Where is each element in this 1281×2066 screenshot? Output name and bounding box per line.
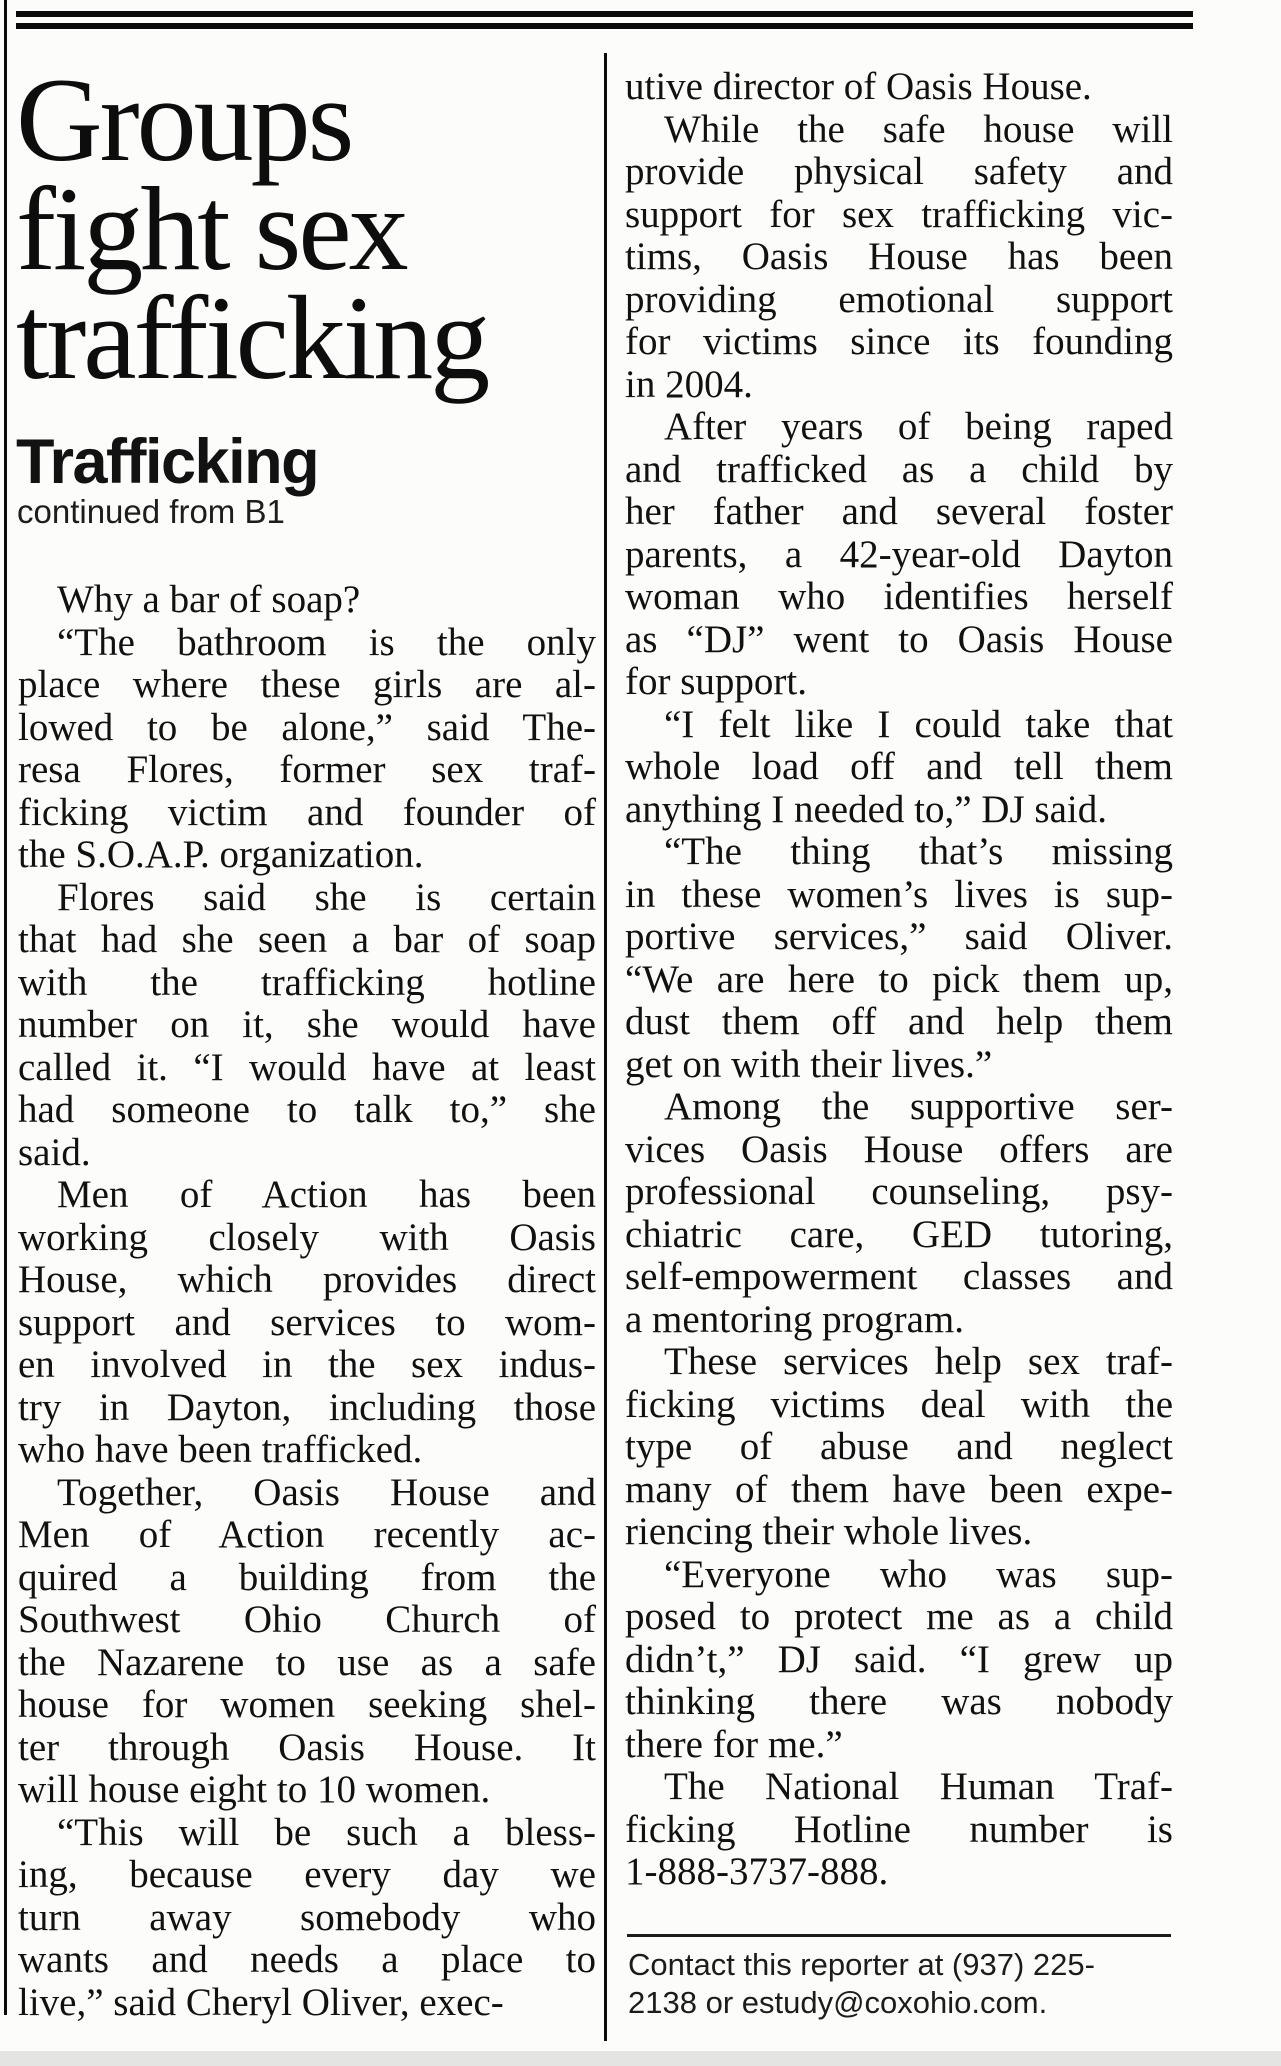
headline-line-1: Groups xyxy=(16,53,352,186)
article-line: thinking there was nobody xyxy=(625,1680,1173,1723)
article-line: professional counseling, psy- xyxy=(625,1170,1173,1213)
article-line: a mentoring program. xyxy=(625,1297,964,1341)
article-line: Southwest Ohio Church of xyxy=(18,1598,596,1641)
article-line: support and services to wom- xyxy=(18,1300,596,1344)
continuation-title: Trafficking xyxy=(16,427,319,497)
article-line: Flores said she is certain xyxy=(57,875,596,919)
article-column-left xyxy=(18,579,596,2024)
reporter-contact-line-1: Contact this reporter at (937) 225- xyxy=(628,1947,1095,1982)
article-line: House, which provides direct xyxy=(18,1258,596,1301)
article-line: working closely with Oasis xyxy=(18,1215,596,1259)
article-line: Men of Action has been xyxy=(57,1173,596,1216)
article-line: posed to protect me as a child xyxy=(625,1595,1173,1638)
top-rule-lower-line xyxy=(16,23,1193,29)
article-line: turn away somebody who xyxy=(18,1895,596,1939)
article-line: provide physical safety and xyxy=(625,150,1173,193)
article-line: ficking victims deal with the xyxy=(625,1382,1173,1426)
article-line: providing emotional support xyxy=(625,277,1173,321)
article-column-right xyxy=(625,66,1173,1894)
headline-line-2: fight sex xyxy=(16,162,406,295)
article-line: chiatric care, GED tutoring, xyxy=(625,1212,1173,1256)
article-line: who have been trafficked. xyxy=(18,1428,423,1471)
article-line: number on it, she would have xyxy=(18,1003,596,1046)
article-line: portive services,” said Oliver. xyxy=(625,915,1173,958)
article-line: get on with their lives.” xyxy=(625,1042,993,1086)
article-line: resa Flores, former sex traf- xyxy=(18,748,596,791)
article-line: “The bathroom is the only xyxy=(57,620,596,664)
article-line: Men of Action recently ac- xyxy=(18,1513,596,1556)
article-line: called it. “I would have at least xyxy=(18,1045,596,1089)
article-line: the Nazarene to use as a safe xyxy=(18,1640,596,1684)
article-line: for victims since its founding xyxy=(625,320,1173,363)
article-line: Together, Oasis House and xyxy=(57,1470,596,1514)
article-line: that had she seen a bar of soap xyxy=(18,918,596,961)
article-line: vices Oasis House offers are xyxy=(625,1127,1173,1171)
article-line: tims, Oasis House has been xyxy=(625,235,1173,278)
reporter-contact xyxy=(628,1946,1095,2021)
article-line: try in Dayton, including those xyxy=(18,1385,596,1429)
article-line: “I felt like I could take that xyxy=(664,702,1173,746)
article-line: ing, because every day we xyxy=(18,1853,596,1896)
continuation-note: continued from B1 xyxy=(17,493,285,530)
column-divider-rule xyxy=(604,53,607,2041)
article-line: in 2004. xyxy=(625,362,753,406)
article-line: “We are here to pick them up, xyxy=(625,957,1173,1001)
article-line: These services help sex traf- xyxy=(664,1340,1173,1383)
article-line: 1-888-3737-888. xyxy=(625,1850,889,1893)
scan-edge-strip xyxy=(0,2051,1281,2066)
article-line: for support. xyxy=(625,660,807,703)
article-line: as “DJ” went to Oasis House xyxy=(625,617,1173,661)
article-line: wants and needs a place to xyxy=(18,1938,596,1981)
article-line: in these women’s lives is sup- xyxy=(625,872,1173,916)
article-line: many of them have been expe- xyxy=(625,1467,1173,1511)
article-line: will house eight to 10 women. xyxy=(18,1768,491,1811)
headline-line-3: trafficking xyxy=(16,271,488,404)
article-line: her father and several foster xyxy=(625,490,1173,533)
article-line: said. xyxy=(18,1130,91,1174)
article-line: live,” said Cheryl Oliver, exec- xyxy=(18,1980,504,2024)
article-line: ficking victim and founder of xyxy=(18,790,596,834)
article-line: whole load off and tell them xyxy=(625,745,1173,788)
article-line: “The thing that’s missing xyxy=(664,830,1173,873)
article-line: “This will be such a bless- xyxy=(57,1810,596,1854)
article-line: didn’t,” DJ said. “I grew up xyxy=(625,1637,1173,1681)
article-line: ter through Oasis House. It xyxy=(18,1725,596,1769)
article-line: quired a building from the xyxy=(18,1555,596,1599)
article-line: had someone to talk to,” she xyxy=(18,1088,596,1131)
article-line: ficking Hotline number is xyxy=(625,1807,1173,1851)
article-line: support for sex trafficking vic- xyxy=(625,192,1173,236)
article-line: with the trafficking hotline xyxy=(18,960,596,1004)
article-line: self-empowerment classes and xyxy=(625,1255,1173,1298)
article-line: riencing their whole lives. xyxy=(625,1510,1033,1553)
article-line: Why a bar of soap? xyxy=(57,578,361,621)
article-line: While the safe house will xyxy=(664,107,1173,151)
article-line: The National Human Traf- xyxy=(664,1765,1173,1808)
reporter-contact-line-2: 2138 or estudy@coxohio.com. xyxy=(628,1984,1048,2020)
article-line: utive director of Oasis House. xyxy=(625,65,1092,108)
article-line: parents, a 42-year-old Dayton xyxy=(625,532,1173,576)
article-line: en involved in the sex indus- xyxy=(18,1343,596,1386)
article-line: “Everyone who was sup- xyxy=(664,1552,1173,1596)
article-line: dust them off and help them xyxy=(625,1000,1173,1043)
article-line: there for me.” xyxy=(625,1722,843,1766)
article-line: lowed to be alone,” said The- xyxy=(18,705,596,749)
article-line: house for women seeking shel- xyxy=(18,1683,596,1726)
left-edge-rule xyxy=(4,0,7,2015)
article-line: anything I needed to,” DJ said. xyxy=(625,787,1107,831)
contact-divider-rule xyxy=(627,1934,1171,1937)
article-line: After years of being raped xyxy=(664,405,1173,448)
article-line: type of abuse and neglect xyxy=(625,1425,1173,1468)
article-line: Among the supportive ser- xyxy=(664,1085,1173,1128)
article-line: the S.O.A.P. organization. xyxy=(18,833,424,876)
article-line: woman who identifies herself xyxy=(625,575,1173,618)
article-line: place where these girls are al- xyxy=(18,663,596,706)
article-line: and trafficked as a child by xyxy=(625,447,1173,491)
article-headline xyxy=(16,53,488,404)
top-double-rule xyxy=(16,11,1193,29)
